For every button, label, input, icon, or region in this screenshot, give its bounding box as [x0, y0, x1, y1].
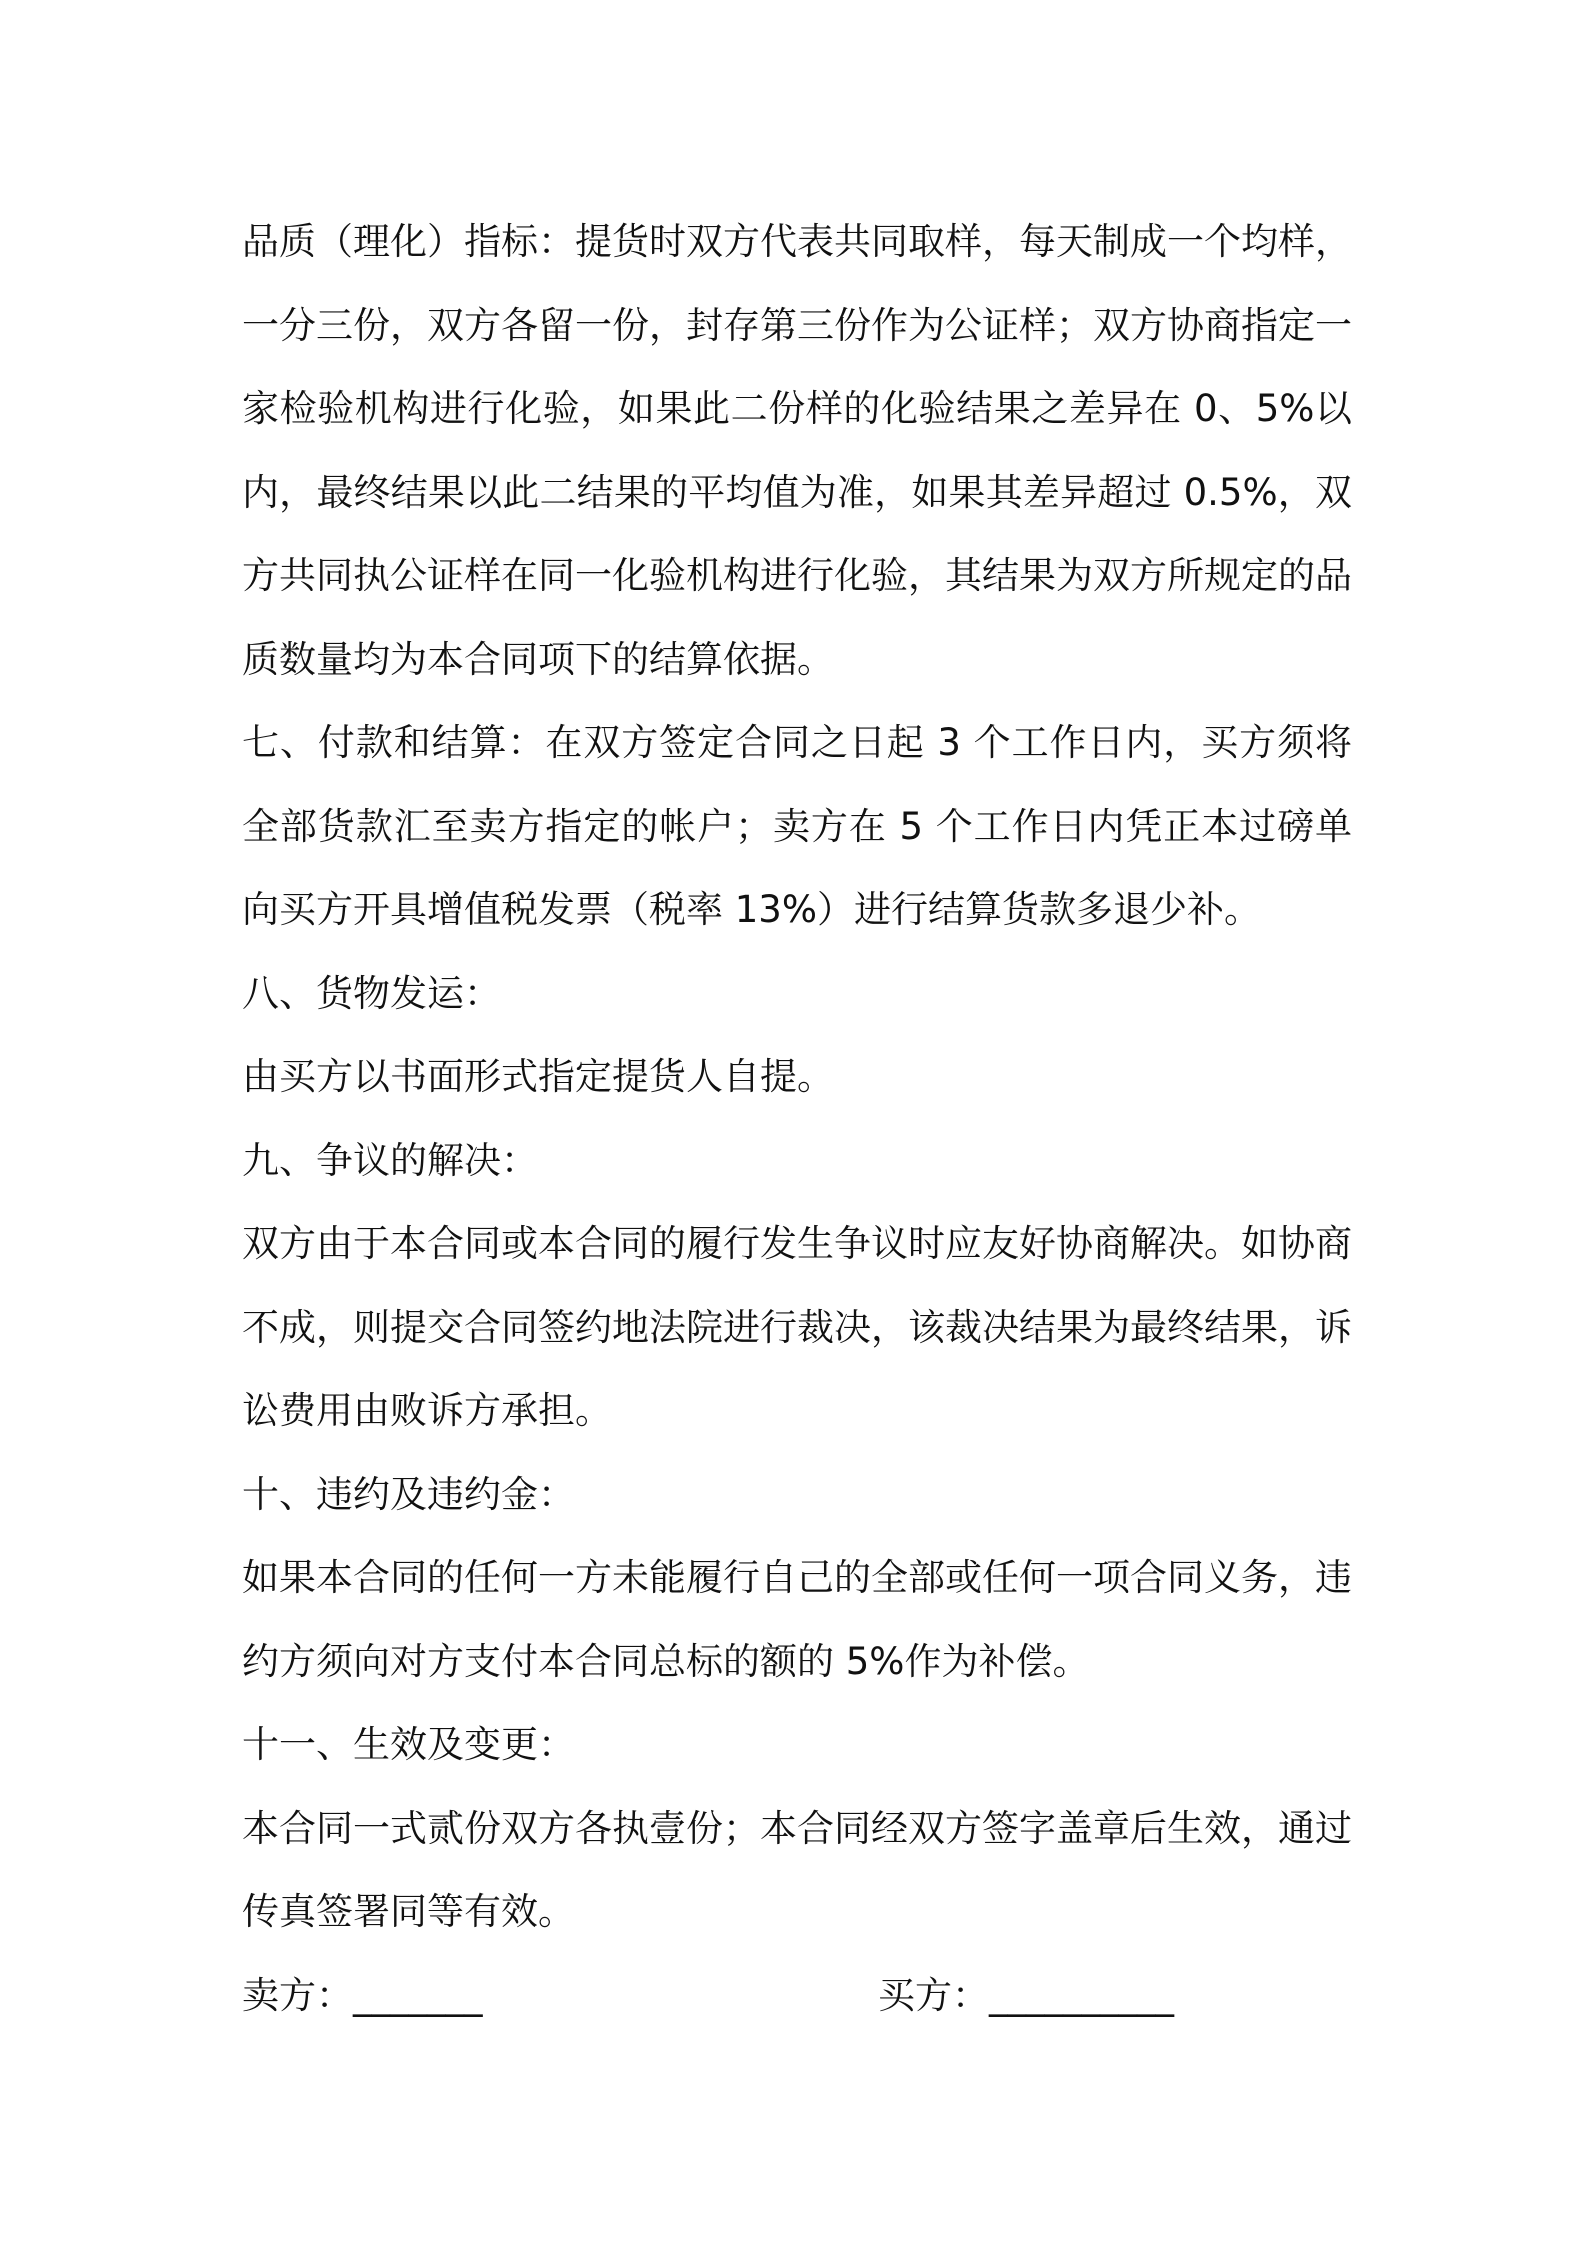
breach-paragraph: 如果本合同的任何一方未能履行自己的全部或任何一项合同义务，违约方须向对方支付本合同总标的额的 5%作为补偿。 — [242, 1556, 1352, 1683]
dispute-heading: 九、争议的解决： — [242, 1138, 538, 1182]
shipment-heading: 八、货物发运： — [242, 971, 501, 1015]
buyer-signature: 买方：__________ — [878, 1973, 1174, 2017]
quality-indicator-paragraph: 品质（理化）指标：提货时双方代表共同取样，每天制成一个均样，一分三份，双方各留一份，封存第三份作为公证样；双方协商指定一家检验机构进行化验，如果此二份样的化验结果之差异在 0、5%以内，最终结果以此二结果的平均值为准，如果其差异超过 0.5%，双方共同执公证样在同一化验机构进行化验，其结果为双方所规定的品质数量均为本合同项下的结算依据。 — [242, 220, 1352, 681]
breach-heading: 十、违约及违约金： — [242, 1472, 575, 1516]
signature-line — [242, 1954, 1352, 2038]
effect-paragraph: 本合同一式贰份双方各执壹份；本合同经双方签字盖章后生效，通过传真签署同等有效。 — [242, 1806, 1352, 1933]
shipment-paragraph: 由买方以书面形式指定提货人自提。 — [242, 1055, 834, 1098]
payment-settlement-paragraph: 七、付款和结算：在双方签定合同之日起 3 个工作日内，买方须将全部货款汇至卖方指定的帐户；卖方在 5 个工作日内凭正本过磅单向买方开具增值税发票（税率 13%）进行结算货款多退少补。 — [242, 721, 1352, 931]
seller-signature: 卖方：_______ — [242, 1973, 483, 2017]
dispute-paragraph: 双方由于本合同或本合同的履行发生争议时应友好协商解决。如协商不成，则提交合同签约地法院进行裁决，该裁决结果为最终结果，诉讼费用由败诉方承担。 — [242, 1222, 1352, 1432]
contract-body — [242, 200, 1352, 2038]
effect-heading: 十一、生效及变更： — [242, 1723, 575, 1766]
